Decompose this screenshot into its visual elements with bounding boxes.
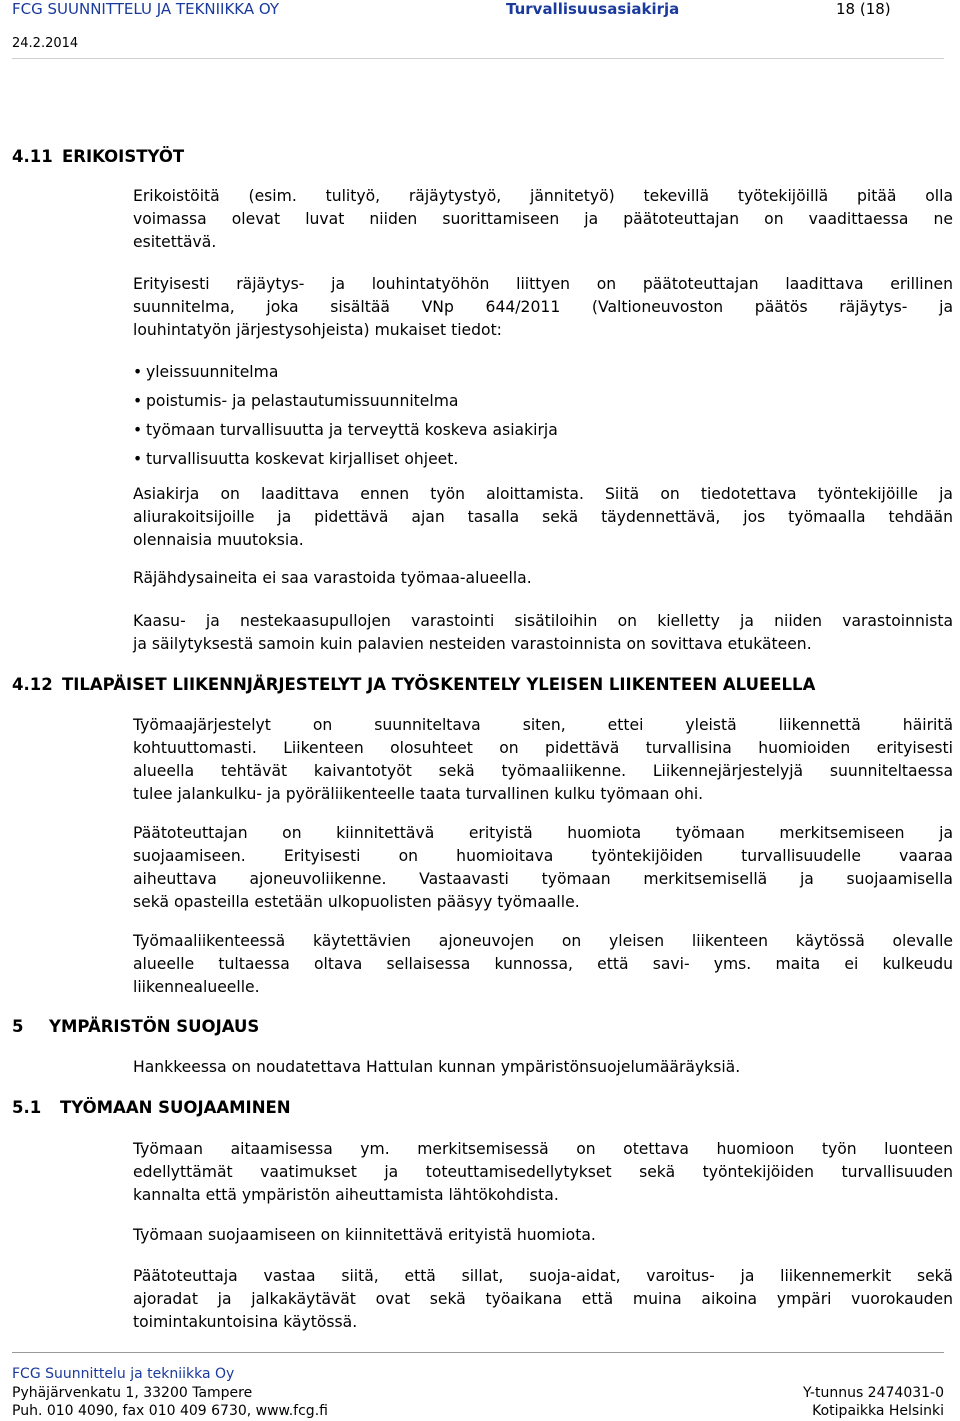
list-item-text: turvallisuutta koskevat kirjalliset ohjeet. [146,450,459,468]
section-number: 5 [12,1017,24,1036]
text-line: Päätoteuttajan on kiinnitettävä erityistä huomiota työmaan merkitsemiseen ja [133,824,953,842]
text-line: Hankkeessa on noudatettava Hattulan kunnan ympäristönsuojelumääräyksiä. [133,1058,741,1076]
text-line: toimintakuntoisina käytössä. [133,1313,358,1331]
paragraph-4-12-2 [133,822,953,914]
text-line: Työmaajärjestelyt on suunniteltava siten, ettei yleistä liikennettä häiritä [133,716,953,734]
list-item [133,358,558,387]
section-heading-5-1 [12,1097,291,1119]
paragraph-4-11-1 [133,185,953,254]
footer-divider [12,1352,944,1353]
text-line: Asiakirja on laadittava ennen työn aloittamista. Siitä on tiedotettava työntekijöille ja [133,485,953,503]
footer-domicile: Kotipaikka Helsinki [812,1403,944,1419]
text-line: ja säilytyksestä samoin kuin palavien nesteiden varastoinnista on sovittava etukäteen. [133,635,812,653]
section-title: TILAPÄISET LIIKENNJÄRJESTELYT JA TYÖSKENTELY YLEISEN LIIKENTEEN ALUEELLA [62,675,816,694]
text-line: voimassa olevat luvat niiden suorittamiseen ja päätoteuttajan on vaadittaessa ne [133,210,953,228]
footer-address: Pyhäjärvenkatu 1, 33200 Tampere [12,1385,253,1401]
text-line: Työmaan aitaamisessa ym. merkitsemisessä on otettava huomioon työn luonteen [133,1140,953,1158]
text-line: liikennealueelle. [133,978,260,996]
section-number: 4.12 [12,675,53,694]
list-item-text: työmaan turvallisuutta ja terveyttä koskeva asiakirja [146,421,558,439]
list-item [133,387,558,416]
footer-contact: Puh. 010 4090, fax 010 409 6730, www.fcg.fi [12,1403,328,1419]
paragraph-5-1 [133,1056,953,1079]
text-line: sekä opasteilla estetään ulkopuolisten pääsyy työmaalle. [133,893,580,911]
page-header [12,0,944,60]
text-line: suunnitelma, joka sisältää VNp 644/2011 (Valtioneuvoston päätös räjäytys- ja [133,298,953,316]
paragraph-4-11-3 [133,483,953,552]
paragraph-4-11-4 [133,567,953,590]
list-item-text: yleissuunnitelma [146,363,279,381]
text-line: edellyttämät vaatimukset ja toteuttamisedellytykset sekä työntekijöiden turvallisuuden [133,1163,953,1181]
section-number: 5.1 [12,1098,42,1117]
text-line: Erikoistöitä (esim. tulityö, räjäytystyö, jännitetyö) tekevillä työtekijöillä pitää olla [133,187,953,205]
text-line: Räjähdysaineita ei saa varastoida työmaa-alueella. [133,569,532,587]
paragraph-5-1-1 [133,1138,953,1207]
header-document-title: Turvallisuusasiakirja [506,0,680,18]
list-item-text: poistumis- ja pelastautumissuunnitelma [146,392,459,410]
text-line: esitettävä. [133,233,217,251]
footer-company: FCG Suunnittelu ja tekniikka Oy [12,1366,235,1382]
section-heading-4-11 [12,146,184,168]
text-line: kohtuuttomasti. Liikenteen olosuhteet on pidettävä turvallisina huomioiden erityisesti [133,739,953,757]
text-line: Työmaan suojaamiseen on kiinnitettävä erityistä huomiota. [133,1226,596,1244]
text-line: tulee jalankulku- ja pyöräliikenteelle taata turvallinen kulku työmaan ohi. [133,785,704,803]
text-line: aliurakoitsijoille ja pidettävä ajan tasalla sekä täydennettävä, jos työmaalla tehdään [133,508,953,526]
header-date: 24.2.2014 [12,36,79,51]
footer-business-id: Y-tunnus 2474031-0 [803,1385,944,1401]
text-line: Erityisesti räjäytys- ja louhintatyöhön liittyen on päätoteuttajan laadittava erillinen [133,275,953,293]
text-line: alueelle tultaessa oltava sellaisessa kunnossa, että savi- yms. maita ei kulkeudu [133,955,953,973]
text-line: Kaasu- ja nestekaasupullojen varastointi sisätiloihin on kielletty ja niiden varastoinnista [133,612,953,630]
paragraph-4-11-5 [133,610,953,656]
paragraph-5-1-3 [133,1265,953,1334]
bullet-icon: • [133,421,143,439]
header-divider [12,58,944,59]
paragraph-4-11-2 [133,273,953,342]
list-item [133,416,558,445]
header-page-number: 18 (18) [836,0,891,18]
section-title: TYÖMAAN SUOJAAMINEN [60,1098,291,1117]
bullet-icon: • [133,450,143,468]
section-title: YMPÄRISTÖN SUOJAUS [49,1017,260,1036]
section-number: 4.11 [12,147,53,166]
text-line: louhintatyön järjestysohjeista) mukaiset tiedot: [133,321,502,339]
section-heading-5 [12,1016,259,1038]
text-line: suojaamiseen. Erityisesti on huomioitava työntekijöiden turvallisuudelle vaaraa [133,847,953,865]
text-line: alueella tehtävät kaivantotyöt sekä työmaaliikenne. Liikennejärjestelyjä suunniteltaessa [133,762,953,780]
list-item [133,445,558,474]
text-line: Työmaaliikenteessä käytettävien ajoneuvojen on yleisen liikenteen käytössä olevalle [133,932,953,950]
section-title: ERIKOISTYÖT [62,147,185,166]
text-line: olennaisia muutoksia. [133,531,304,549]
paragraph-4-12-3 [133,930,953,999]
header-company: FCG SUUNNITTELU JA TEKNIIKKA OY [12,0,280,18]
bullet-list [133,358,558,474]
paragraph-5-1-2 [133,1224,953,1247]
text-line: kannalta että ympäristön aiheuttamista lähtökohdista. [133,1186,559,1204]
text-line: aiheuttava ajoneuvoliikenne. Vastaavasti työmaan merkitsemisellä ja suojaamisella [133,870,953,888]
paragraph-4-12-1 [133,714,953,806]
text-line: ajoradat ja jalkakäytävät ovat sekä työaikana että muina aikoina ympäri vuorokauden [133,1290,953,1308]
section-heading-4-12 [12,674,815,696]
bullet-icon: • [133,392,143,410]
text-line: Päätoteuttaja vastaa siitä, että sillat, suoja-aidat, varoitus- ja liikennemerkit sekä [133,1267,953,1285]
page-footer [12,1352,944,1421]
bullet-icon: • [133,363,143,381]
